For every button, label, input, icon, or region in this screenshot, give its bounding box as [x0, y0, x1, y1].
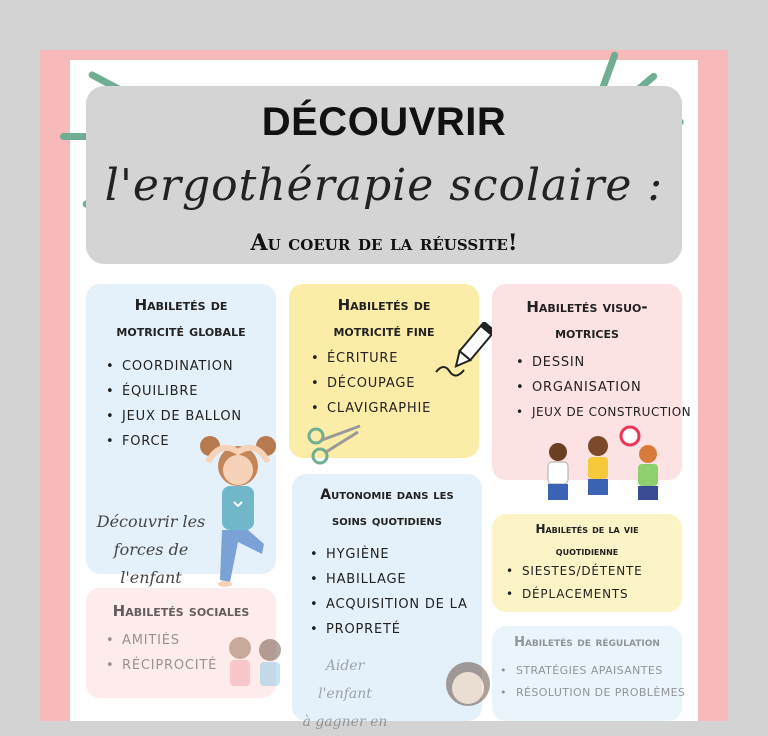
list-item: • JEUX DE CONSTRUCTION [516, 400, 691, 425]
list-item: • HABILLAGE [310, 567, 468, 592]
card-habiletes-sociales-title: Habiletés sociales [112, 602, 250, 620]
list-item: • DESSIN [516, 350, 691, 375]
card-motricite-fine-list [311, 346, 431, 421]
card-visuo-motrices-title: Habiletés visuo- motrices [526, 298, 648, 342]
child-face-illustration [444, 660, 492, 710]
scissors-icon [306, 422, 364, 466]
card-habiletes-regulation-title: Habiletés de régulation [514, 635, 660, 650]
girl-yoga-illustration [198, 432, 278, 592]
card-habiletes-regulation-list [500, 660, 685, 704]
card-autonomie-list [310, 542, 468, 642]
list-item: • HYGIÈNE [310, 542, 468, 567]
card-autonomie-title: Autonomie dans les soins quotidiens [320, 487, 454, 529]
card-habiletes-sociales-list [106, 628, 217, 678]
list-item: • DÉPLACEMENTS [506, 583, 643, 606]
kids-friends-illustration [220, 632, 290, 698]
list-item: • CLAVIGRAPHIE [311, 396, 431, 421]
list-item: • ACQUISITION DE LA [310, 592, 468, 617]
list-item: • RÉSOLUTION DE PROBLÈMES [500, 682, 685, 704]
list-item: • FORCE [106, 429, 242, 454]
list-item: • ÉCRITURE [311, 346, 431, 371]
card-vie-quotidienne-title: Habiletés de la vie quotidienne [535, 522, 639, 558]
list-item: • ÉQUILIBRE [106, 379, 242, 404]
list-item: • STRATÉGIES APAISANTES [500, 660, 685, 682]
card-motricite-globale-title: Habiletés de motricité globale [116, 296, 246, 340]
list-item: • COORDINATION [106, 354, 242, 379]
list-item: • DÉCOUPAGE [311, 371, 431, 396]
title-subtitle: Au coeur de la réussite! [250, 230, 518, 256]
list-item: • JEUX DE BALLON [106, 404, 242, 429]
title-main: DÉCOUVRIR [261, 100, 507, 144]
card-visuo-motrices-list [516, 350, 691, 425]
card-vie-quotidienne-list [506, 560, 643, 606]
list-item: • PROPRETÉ [310, 617, 468, 642]
aider-note: Aider l'enfant à gagner en [302, 658, 388, 730]
list-item: • ORGANISATION [516, 375, 691, 400]
pencil-icon [432, 322, 500, 382]
kids-playing-illustration [534, 424, 674, 512]
title-script: l'ergothérapie scolaire : [104, 160, 664, 211]
list-item: • RÉCIPROCITÉ [106, 653, 217, 678]
card-motricite-fine-title: Habiletés de motricité fine [333, 296, 435, 340]
list-item: • SIESTES/DÉTENTE [506, 560, 643, 583]
list-item: • AMITIÉS [106, 628, 217, 653]
forces-note: Découvrir les forces de l'enfant [96, 512, 206, 587]
